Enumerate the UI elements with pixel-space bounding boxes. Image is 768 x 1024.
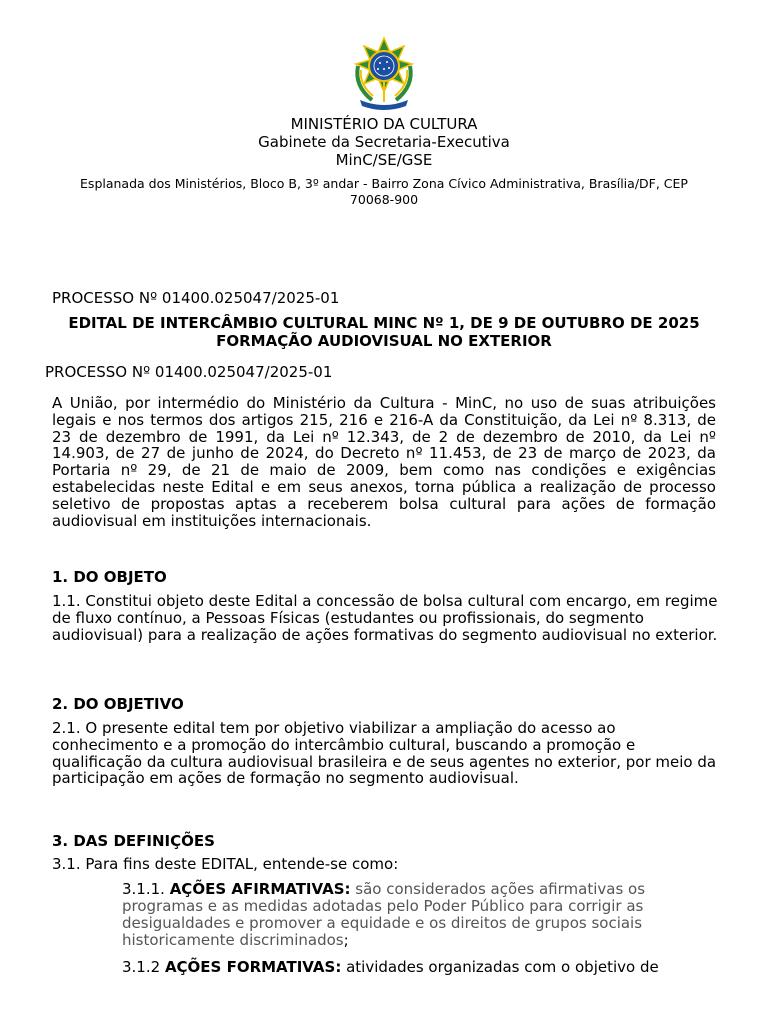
address: Esplanada dos Ministérios, Bloco B, 3º andar - Bairro Zona Cívico Administrativa, Brasília/DF, CEP 70068-900 [80,176,688,207]
edital-subtitle: FORMAÇÃO AUDIOVISUAL NO EXTERIOR [216,332,552,350]
definition-number: 3.1.1. [122,880,170,898]
definition-term: AÇÕES AFIRMATIVAS: [169,880,351,898]
process-number-repeat: PROCESSO Nº 01400.025047/2025-01 [45,363,333,381]
definition-desc: são considerados ações afirmativas os programas e as medidas adotadas pelo Poder Público para corrigir as desigualdades e promover a equidade e os direitos de grupos sociais historicamente discriminados [122,880,646,949]
intro-paragraph: A União, por intermédio do Ministério da Cultura - MinC, no uso de suas atribuições legais e nos termos dos artigos 215, 216 e 216-A da Constituição, da Lei nº 8.313, de 23 de dezembro de 1991, da Lei nº 12.343, de 2 de dezembro de 2010, da Lei nº 14.903, de 27 de junho de 2024, do Decreto nº 11.453, de 23 de março de 2023, da Portaria nº 29, de 21 de maio de 2009, bem como nas condições e exigências estabelecidas neste Edital e em seus anexos, torna pública a realização de processo seletivo de propostas aptas a receberem bolsa cultural para ações de formação audiovisual em instituições internacionais. [52,394,716,530]
edital-title: EDITAL DE INTERCÂMBIO CULTURAL MINC Nº 1, DE 9 DE OUTUBRO DE 2025 [68,314,700,332]
acronym: MinC/SE/GSE [335,151,433,169]
definition-item [122,881,722,949]
definition-number: 3.1.2 [122,958,165,976]
definition-item [122,959,722,976]
process-number: PROCESSO Nº 01400.025047/2025-01 [52,289,340,307]
coat-of-arms-icon [344,36,424,112]
ministry-name: MINISTÉRIO DA CULTURA [290,115,478,133]
section-text-objeto: 1.1. Constitui objeto deste Edital a concessão de bolsa cultural com encargo, em regime de fluxo contínuo, a Pessoas Físicas (estudantes ou profissionais, do segmento audiovisual) para a realização de ações formativas do segmento audiovisual no exterior. [52,592,718,644]
definition-desc: atividades organizadas com o objetivo de [341,958,659,976]
definition-term: AÇÕES FORMATIVAS: [164,958,342,976]
section-text-definicoes: 3.1. Para fins deste EDITAL, entende-se como: [52,855,399,873]
section-text-objetivo: 2.1. O presente edital tem por objetivo viabilizar a ampliação do acesso ao conhecimento e a promoção do intercâmbio cultural, buscando a promoção e qualificação da cultura audiovisual brasileira e de seus agentes no exterior, por meio da participação em ações de formação no segmento audiovisual. [52,719,717,788]
section-heading-objetivo: 2. DO OBJETIVO [52,695,184,713]
cabinet-name: Gabinete da Secretaria-Executiva [258,133,510,151]
section-heading-objeto: 1. DO OBJETO [52,568,167,586]
definition-end: ; [343,931,349,949]
section-heading-definicoes: 3. DAS DEFINIÇÕES [52,832,215,850]
